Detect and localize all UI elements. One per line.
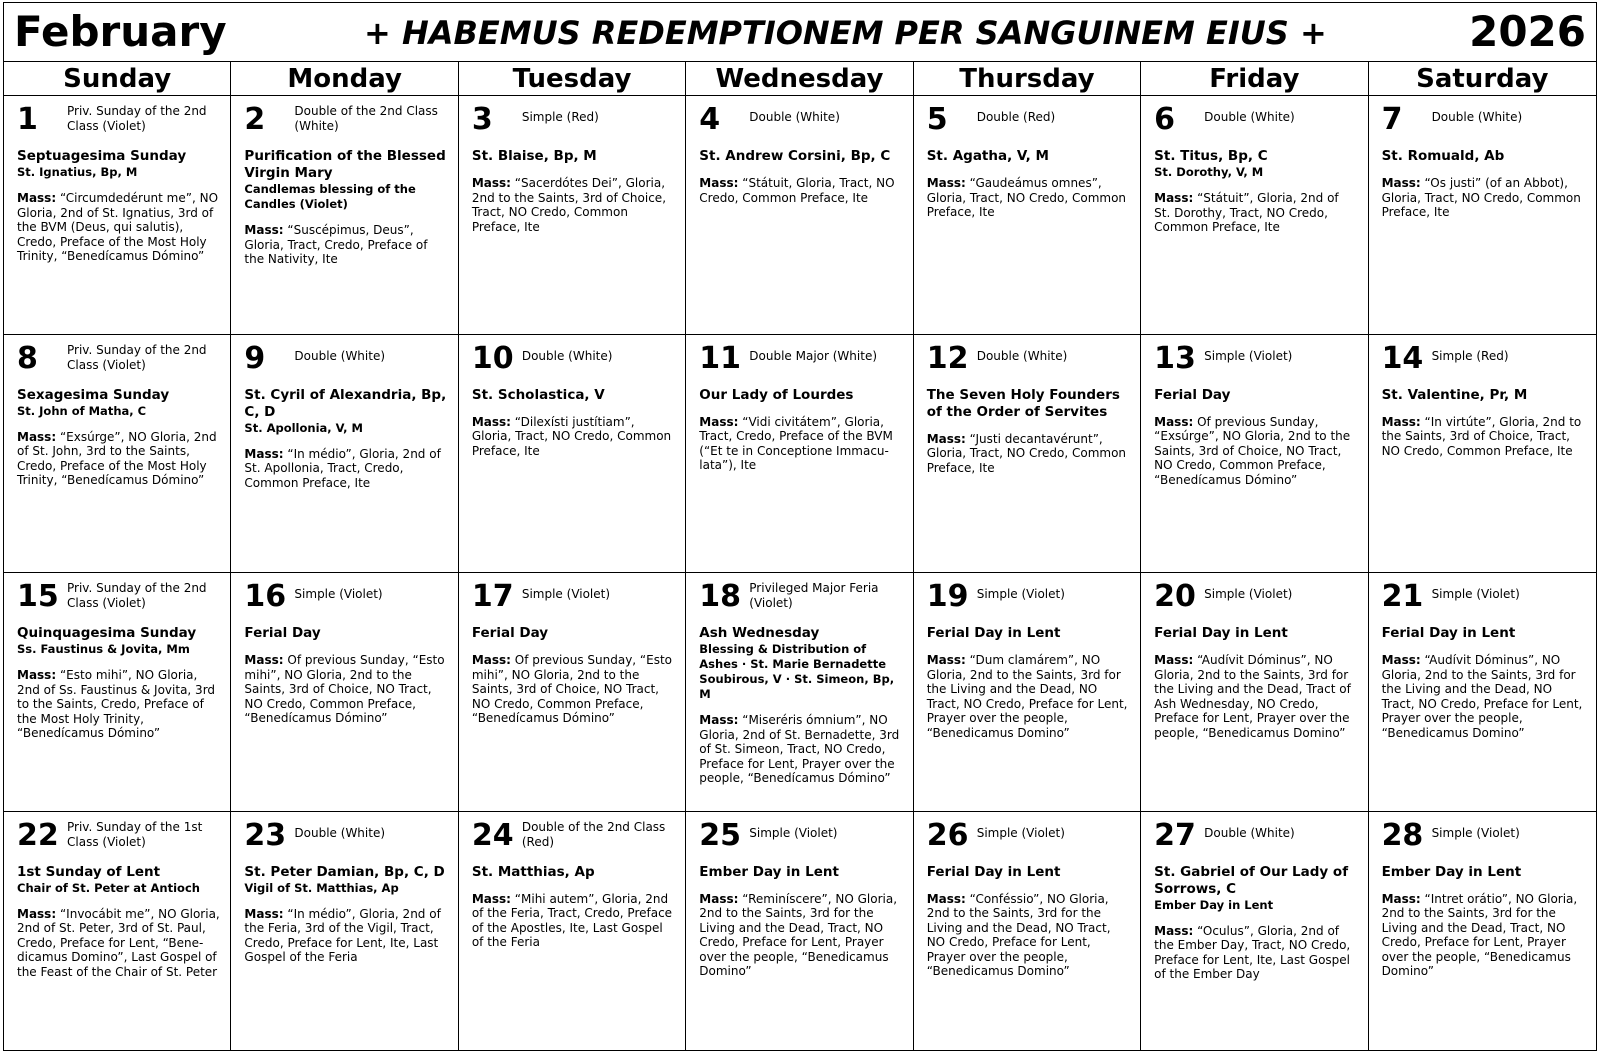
mass-text: “Suscépimus, Deus”, Gloria, Tract, Credo, Preface of the Nativity, Ite [244,223,428,267]
mass-instructions [244,447,447,491]
weekday-saturday: Saturday [1416,64,1549,94]
mass-text: “Esto mihi”, NO Gloria, 2nd of Ss. Faustinus & Jovita, 3rd to the Saints, Credo, Preface of the Most Holy Trinity, “Benedícamus Dómino” [17,668,216,741]
commemoration: Vigil of St. Matthias, Ap [244,880,399,895]
day-cell-top [699,579,902,619]
mass-instructions [472,892,675,950]
mass-label: Mass: [471,414,511,429]
day-cell-top [927,818,1130,858]
feast-title: Septuagesima Sunday [17,148,187,164]
day-cell [459,335,686,574]
liturgical-rank: Simple (Violet) [1204,587,1293,601]
mass-instructions [699,415,902,473]
mass-instructions [1154,653,1357,741]
day-number: 13 [1154,340,1196,376]
day-number: 17 [471,579,514,614]
mass-text: “Sacerdótes Dei”, Gloria, 2nd to the Saints, 3rd of Choice, Tract, NO Credo, Common Preface, Ite [471,176,667,234]
mass-instructions [699,176,902,205]
mass-text: “Dum clamárem”, NO Gloria, 2nd to the Saints, 3rd for the Living and the Dead, NO Tract, NO Credo, Preface for Lent, Prayer over the people, “Benedicamus Domino” [926,653,1128,740]
liturgical-rank: Double (White) [749,110,840,124]
day-cell-top [244,818,447,858]
liturgical-rank: Double (White) [521,348,613,363]
day-cell [231,335,458,574]
mass-instructions [1382,653,1586,741]
mass-text: “In médio”, Gloria, 2nd of St. Apollonia, Tract, Credo, Common Preface, Ite [244,446,441,490]
day-number: 1 [17,102,38,137]
feast-title: Ember Day in Lent [699,863,839,880]
feast-title: The Seven Holy Founders of the Order of Servites [926,386,1120,420]
day-number: 25 [699,817,742,853]
feast-title: Ferial Day in Lent [926,863,1061,880]
commemoration: St. Dorothy, V, M [1154,165,1264,179]
feast-title: Sexagesima Sunday [17,386,170,403]
liturgical-rank: Double (White) [1204,110,1295,124]
day-number: 14 [1381,340,1424,376]
feast-title: Ash Wednesday [699,625,820,641]
mass-label: Mass: [699,414,739,429]
liturgical-rank: Priv. Sunday of the 2nd Class (Violet) [67,342,207,372]
liturgical-rank: Simple (Violet) [521,587,611,601]
mass-text: “Audívit Dóminus”, NO Gloria, 2nd to the Saints, 3rd for the Living and the Dead, NO Tract, NO Credo, Preface for Lent, Prayer over the people, “Benedicamus Domino” [1381,653,1583,740]
mass-label: Mass: [17,429,57,444]
day-grid [4,96,1596,1050]
commemoration: Ember Day in Lent [1154,897,1274,912]
day-cell-top [17,102,220,142]
day-cell [1141,335,1368,574]
mass-text: Of previous Sunday, “Esto mihi”, NO Gloria, 2nd to the Saints, 3rd of Choice, NO Tract, NO Credo, Common Preface, “Benedícamus Dómino” [471,653,673,726]
liturgical-rank: Priv. Sunday of the 2nd Class (Violet) [67,581,207,610]
day-number: 23 [244,817,287,853]
liturgical-rank: Simple (Violet) [1431,587,1520,601]
feast-title: Purification of the Blessed Virgin Mary [244,148,446,181]
calendar-header [4,3,1596,62]
liturgical-rank: Simple (Red) [521,110,599,124]
day-cell [231,812,458,1051]
mass-instructions [1154,191,1357,235]
day-cell-top [1382,341,1586,381]
liturgical-rank: Simple (Violet) [976,825,1065,840]
day-cell [4,335,231,574]
feast-title: St. Scholastica, V [471,386,605,403]
mass-label: Mass: [1154,191,1194,205]
motto-banner: + HABEMUS REDEMPTIONEM PER SANGUINEM EIUS + [364,14,1327,52]
day-cell-top [472,579,675,619]
mass-instructions [927,432,1130,476]
day-number: 3 [471,102,493,137]
liturgical-rank: Simple (Violet) [976,587,1065,601]
mass-label: Mass: [17,668,57,682]
mass-label: Mass: [471,891,511,906]
day-cell [459,812,686,1051]
mass-instructions [17,668,220,741]
day-cell [686,573,913,812]
day-number: 9 [244,340,266,376]
commemoration: St. Ignatius, Bp, M [17,165,138,179]
day-cell-top [17,818,220,858]
feast-title: St. Matthias, Ap [471,863,595,880]
weekday-thursday: Thursday [914,61,1141,97]
feast-title: Ferial Day in Lent [1154,625,1288,641]
mass-instructions [927,892,1130,980]
mass-instructions [472,653,675,726]
day-cell-top [1154,341,1357,381]
mass-instructions [17,907,220,980]
mass-text: “Vidi civitátem”, Gloria, Tract, Credo, Preface of the BVM (“Et te in Conceptione Immacu-lata”), Ite [699,414,893,473]
day-cell [1369,96,1596,335]
commemoration: Blessing & Distribution of Ashes · St. Marie Bernadette Soubirous, V · St. Simeon, Bp, M [699,642,895,701]
mass-instructions [472,176,675,234]
liturgical-rank: Double Major (White) [749,348,878,363]
day-cell [231,573,458,812]
feast-title: 1st Sunday of Lent [17,863,161,880]
feast-title: St. Peter Damian, Bp, C, D [244,863,445,880]
liturgical-rank: Simple (Red) [1431,348,1509,363]
mass-instructions [927,653,1130,741]
day-cell-top [699,818,902,858]
mass-text: Of previous Sunday, “Esto mihi”, NO Gloria, 2nd to the Saints, 3rd of Choice, NO Tract, NO Credo, Common Preface, “Benedícamus Dómino” [244,653,445,726]
mass-text: “In virtúte”, Gloria, 2nd to the Saints, 3rd of Choice, Tract, NO Credo, Common Preface, Ite [1381,414,1582,458]
day-cell [1369,335,1596,574]
day-cell-top [472,341,675,381]
day-number: 16 [244,579,287,614]
mass-label: Mass: [244,446,284,461]
mass-label: Mass: [1154,653,1194,667]
commemoration: Ss. Faustinus & Jovita, Mm [17,642,190,656]
mass-label: Mass: [926,176,966,190]
mass-text: “Dilexísti justítiam”, Gloria, Tract, NO Credo, Common Preface, Ite [471,414,672,458]
day-cell-top [17,341,220,381]
day-cell [4,812,231,1051]
mass-label: Mass: [699,176,739,190]
mass-instructions [1382,176,1586,220]
mass-text: “Miseréris ómnium”, NO Gloria, 2nd of St. Bernadette, 3rd of St. Simeon, Tract, NO Credo, Preface for Lent, Prayer over the people, “Benedícamus Dómino” [699,713,900,786]
day-cell [1141,96,1368,335]
day-number: 28 [1381,817,1424,853]
weekday-monday: Monday [231,61,458,97]
mass-label: Mass: [17,191,57,205]
day-number: 12 [926,340,969,376]
mass-label: Mass: [244,906,284,921]
day-cell-top [927,579,1130,619]
commemoration: Candlemas blessing of the Candles (Violet) [244,182,416,211]
liturgical-rank: Privileged Major Feria (Violet) [749,581,879,610]
mass-label: Mass: [471,176,511,190]
mass-label: Mass: [1154,414,1194,429]
day-number: 5 [926,102,948,137]
day-cell [231,96,458,335]
mass-instructions [927,176,1130,220]
liturgical-rank: Simple (Violet) [1204,348,1293,363]
mass-label: Mass: [244,223,284,237]
feast-title: St. Blaise, Bp, M [471,148,597,164]
day-number: 22 [17,817,59,853]
day-number: 6 [1154,102,1176,137]
day-cell [1369,573,1596,812]
year-title: 2026 [1469,7,1586,56]
liturgical-rank: Simple (Violet) [749,825,838,840]
month-title: February [14,7,227,56]
mass-text: “Conféssio”, NO Gloria, 2nd to the Saints, 3rd for the Living and the Dead, NO Tract, NO Credo, Preface for Lent, Prayer over the people, “Benedicamus Domino” [926,891,1111,979]
day-cell-top [927,341,1130,381]
day-cell-top [244,341,447,381]
calendar [3,2,1597,1051]
liturgical-rank: Double (White) [976,348,1068,363]
liturgical-rank: Double (White) [294,348,386,363]
day-cell-top [1382,579,1586,619]
day-cell [914,335,1141,574]
day-cell [4,96,231,335]
day-cell-top [472,102,675,142]
day-cell-top [699,341,902,381]
day-cell [914,812,1141,1051]
liturgical-rank: Double (Red) [976,110,1056,124]
mass-label: Mass: [1381,891,1421,906]
mass-text: “Reminíscere”, NO Gloria, 2nd to the Saints, 3rd for the Living and the Dead, Tract, NO Credo, Preface for Lent, Prayer over the people, “Benedicamus Domino” [699,891,898,979]
mass-text: “Státuit, Gloria, Tract, NO Credo, Common Preface, Ite [699,176,895,205]
mass-label: Mass: [926,431,966,446]
weekday-friday: Friday [1141,61,1368,97]
mass-label: Mass: [699,713,739,727]
day-cell [4,573,231,812]
mass-instructions [1154,924,1357,982]
feast-title: St. Gabriel of Our Lady of Sorrows, C [1154,863,1349,897]
feast-title: St. Valentine, Pr, M [1381,386,1528,403]
mass-text: “Intret orátio”, NO Gloria, 2nd to the Saints, 3rd for the Living and the Dead, Tract, NO Credo, Preface for Lent, Prayer over the people, “Benedicamus Domino” [1381,891,1578,979]
liturgical-rank: Double of the 2nd Class (Red) [521,819,666,849]
mass-instructions [1382,892,1586,980]
feast-title: Quinquagesima Sunday [17,625,197,641]
day-cell-top [1382,102,1586,142]
day-cell [914,573,1141,812]
feast-title: Ember Day in Lent [1381,863,1522,880]
day-number: 27 [1154,817,1196,853]
mass-label: Mass: [699,891,739,906]
mass-text: Of previous Sunday, “Exsúrge”, NO Gloria, 2nd to the Saints, 3rd of Choice, NO Tract, NO Credo, Common Preface, “Benedícamus Dómino” [1154,414,1351,487]
feast-title: St. Titus, Bp, C [1154,148,1268,164]
liturgical-rank: Double (White) [1204,825,1295,840]
liturgical-rank: Priv. Sunday of the 1st Class (Violet) [67,819,203,849]
day-cell [1141,573,1368,812]
day-number: 4 [699,102,721,137]
mass-instructions [244,223,447,267]
liturgical-rank: Simple (Violet) [294,587,383,601]
day-cell-top [472,818,675,858]
liturgical-rank: Priv. Sunday of the 2nd Class (Violet) [67,104,207,133]
mass-instructions [1382,415,1586,459]
day-cell [686,96,913,335]
day-number: 24 [471,817,514,853]
day-number: 2 [244,102,266,137]
day-cell-top [1154,579,1357,619]
commemoration: Chair of St. Peter at Antioch [17,880,200,895]
feast-title: Ferial Day in Lent [1381,625,1516,641]
feast-title: Our Lady of Lourdes [699,386,854,403]
mass-label: Mass: [471,653,511,667]
mass-text: “Circumdedérunt me”, NO Gloria, 2nd of St. Ignatius, 3rd of the BVM (Deus, qui salutis), Credo, Preface of the Most Holy Trinity, “Benedícamus Dómino” [17,191,219,264]
mass-instructions [244,907,447,965]
mass-label: Mass: [926,891,966,906]
day-number: 10 [471,340,514,376]
mass-text: “Justi decantavérunt”, Gloria, Tract, NO Credo, Common Preface, Ite [926,431,1127,475]
mass-instructions [472,415,675,459]
day-cell-top [1154,102,1357,142]
feast-title: St. Romuald, Ab [1381,148,1505,164]
feast-title: Ferial Day in Lent [926,625,1061,641]
day-number: 11 [699,340,742,376]
liturgical-rank: Simple (Violet) [1431,825,1520,840]
mass-text: “Invocábit me”, NO Gloria, 2nd of St. Peter, 3rd of St. Paul, Credo, Preface for Lent, “Bene-dicamus Domino”, Last Gospel of the Feast of the Chair of St. Peter [17,906,220,979]
mass-text: “Oculus”, Gloria, 2nd of the Ember Day, Tract, NO Credo, Preface for Lent, Ite, Last Gospel of the Ember Day [1154,923,1351,982]
liturgical-rank: Double (White) [294,825,386,840]
day-cell-top [244,102,447,142]
mass-label: Mass: [1381,176,1421,190]
mass-text: “Os justi” (of an Abbot), Gloria, Tract, NO Credo, Common Preface, Ite [1381,176,1581,220]
weekday-wednesday: Wednesday [686,61,913,97]
day-number: 19 [926,579,969,614]
mass-text: “In médio”, Gloria, 2nd of the Feria, 3rd of the Vigil, Tract, Credo, Preface for Lent, Ite, Last Gospel of the Feria [244,906,441,965]
mass-text: “Mihi autem”, Gloria, 2nd of the Feria, Tract, Credo, Preface of the Apostles, Ite, Last Gospel of the Feria [471,891,673,950]
feast-title: St. Agatha, V, M [926,148,1049,164]
mass-instructions [17,430,220,488]
day-cell [914,96,1141,335]
mass-text: “Audívit Dóminus”, NO Gloria, 2nd to the Saints, 3rd for the Living and the Dead, Tract of Ash Wednesday, NO Credo, Preface for Lent, Prayer over the people, “Benedicamus Domino” [1154,653,1351,740]
day-cell [459,573,686,812]
mass-label: Mass: [1154,923,1194,938]
mass-text: “Exsúrge”, NO Gloria, 2nd of St. John, 3rd to the Saints, Credo, Preface of the Most Holy Trinity, “Benedícamus Dómino” [17,429,217,488]
mass-label: Mass: [926,653,966,667]
weekday-header-row [4,61,1596,96]
day-cell [1141,812,1368,1051]
feast-title: Ferial Day [1154,386,1231,403]
mass-label: Mass: [244,653,284,667]
day-number: 20 [1154,579,1196,614]
day-number: 15 [17,579,59,614]
mass-instructions [1154,415,1357,488]
liturgical-rank: Double (White) [1431,110,1523,124]
feast-title: Ferial Day [244,625,321,641]
day-cell [1369,812,1596,1051]
day-cell-top [244,579,447,619]
day-number: 7 [1381,102,1403,137]
weekday-tuesday: Tuesday [459,61,686,97]
mass-text: “Gaudeámus omnes”, Gloria, Tract, NO Credo, Common Preface, Ite [926,176,1127,220]
mass-instructions [17,191,220,264]
liturgical-rank: Double of the 2nd Class (White) [294,104,438,133]
commemoration: St. Apollonia, V, M [244,420,363,435]
feast-title: St. Cyril of Alexandria, Bp, C, D [244,386,447,420]
day-number: 8 [17,340,38,376]
mass-instructions [244,653,447,726]
mass-instructions [699,713,902,786]
day-number: 21 [1381,579,1424,614]
commemoration: St. John of Matha, C [17,403,147,418]
day-cell [686,335,913,574]
mass-instructions [699,892,902,980]
day-cell [686,812,913,1051]
day-number: 18 [699,579,742,614]
weekday-sunday: Sunday [4,61,231,97]
day-cell-top [927,102,1130,142]
day-cell-top [1382,818,1586,858]
mass-label: Mass: [1381,414,1421,429]
day-cell-top [17,579,220,619]
feast-title: Ferial Day [471,625,549,641]
mass-label: Mass: [1381,653,1421,667]
mass-text: “Státuit”, Gloria, 2nd of St. Dorothy, Tract, NO Credo, Common Preface, Ite [1154,191,1339,235]
feast-title: St. Andrew Corsini, Bp, C [699,148,891,164]
day-cell-top [699,102,902,142]
day-cell-top [1154,818,1357,858]
day-number: 26 [926,817,969,853]
day-cell [459,96,686,335]
mass-label: Mass: [17,906,57,921]
